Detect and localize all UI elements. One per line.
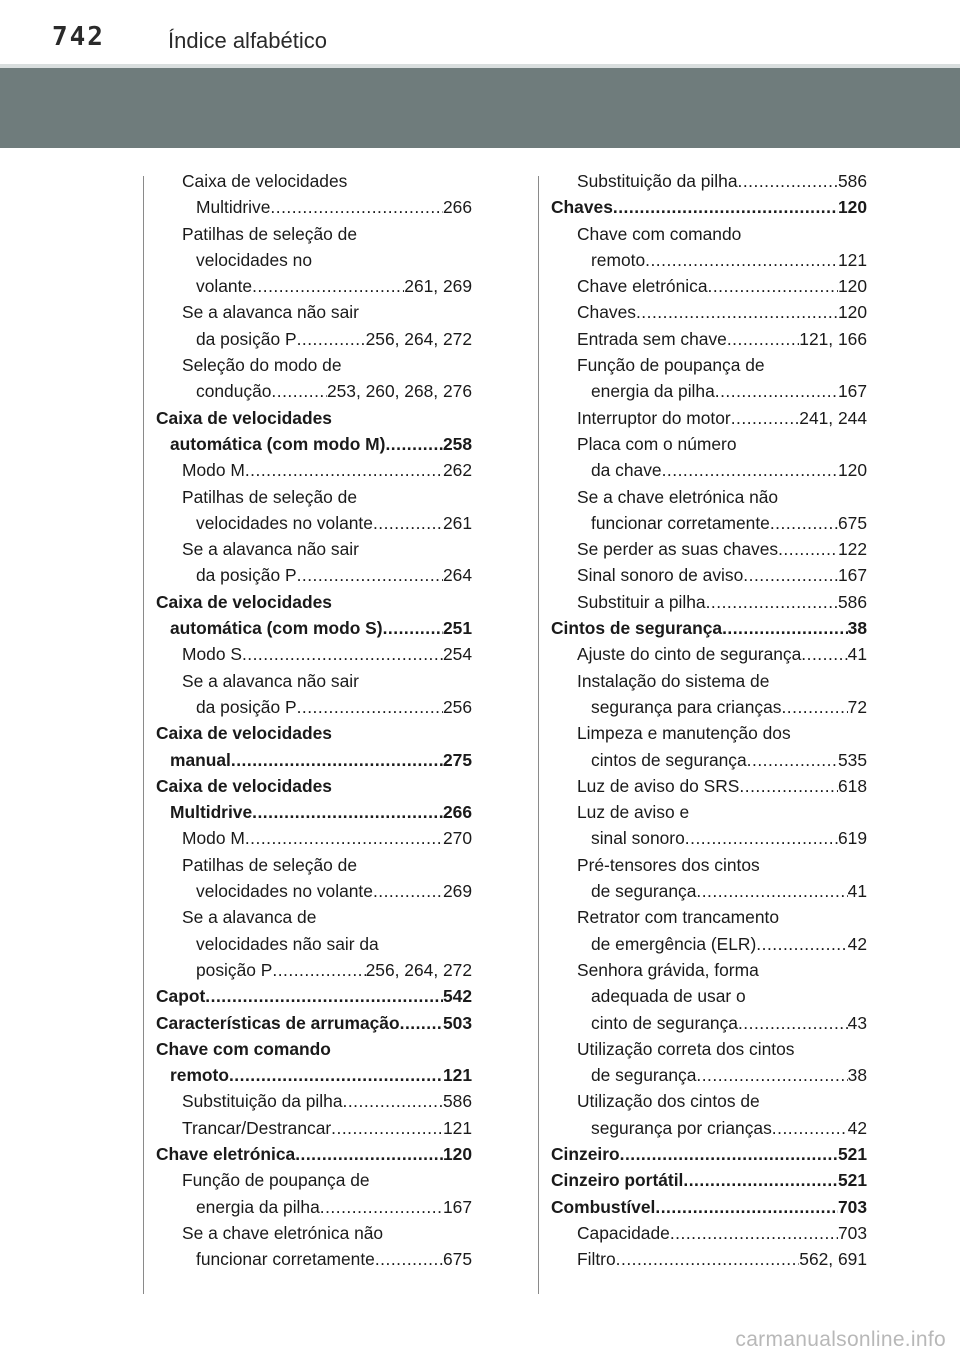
index-entry-text: posição P [196,959,273,980]
index-entry-pages: 264 [442,565,472,586]
index-entry-pages: 586 [442,1091,472,1112]
index-entry-text: segurança por crianças [591,1117,772,1138]
watermark: carmanualsonline.info [735,1328,946,1351]
index-entry-text: Patilhas de seleção de [182,223,357,244]
index-entry [551,720,867,746]
index-entry [156,1141,472,1167]
index-entry [156,326,472,352]
index-entry [551,641,867,667]
dot-leader [696,878,847,904]
index-entry-pages: 562, 691 [799,1249,867,1270]
index-entry-pages: 38 [847,618,867,639]
index-entry [551,957,867,983]
index-entry [551,405,867,431]
dot-leader [645,247,838,273]
index-entry-pages: 167 [837,565,867,586]
dot-leader [400,1010,443,1036]
index-entry-text: de emergência (ELR) [591,933,757,954]
index-entry [551,589,867,615]
index-entry-pages: 703 [837,1196,867,1217]
dot-leader [375,1246,443,1272]
index-entry-pages: 618 [837,775,867,796]
index-entry-text: Sinal sonoro de aviso [577,565,744,586]
index-entry [156,562,472,588]
index-entry [156,194,472,220]
index-entry [156,221,472,247]
index-entry-pages: 535 [837,749,867,770]
index-entry [551,1141,867,1167]
index-entry-pages: 703 [837,1222,867,1243]
index-entry-pages: 121 [442,1117,472,1138]
index-entry-text: da posição P [196,696,297,717]
index-entry [156,825,472,851]
index-entry [156,378,472,404]
index-entry [551,168,867,194]
dot-leader [270,194,443,220]
index-entry [156,299,472,325]
index-entry-pages: 41 [847,881,867,902]
index-entry-text: Caixa de velocidades [156,775,332,796]
index-entry [551,1062,867,1088]
index-entry-pages: 253, 260, 268, 276 [326,381,472,402]
dot-leader [756,931,847,957]
index-entry-pages: 42 [847,1117,867,1138]
dot-leader [715,378,838,404]
index-entry [551,799,867,825]
dot-leader [696,1062,847,1088]
index-entry-text: Se a chave eletrónica não [182,1222,384,1243]
index-entry-text: Substituir a pilha [577,591,706,612]
index-entry-pages: 262 [442,460,472,481]
index-entry-text: Se a alavanca de [182,907,317,928]
index-entry [156,641,472,667]
dot-leader [272,957,365,983]
index-entry [551,431,867,457]
dot-leader [616,1246,800,1272]
index-entry-pages: 619 [837,828,867,849]
index-entry [551,694,867,720]
index-entry [156,405,472,431]
dot-leader [738,1010,848,1036]
index-entry-pages: 241, 244 [799,407,867,428]
index-entry [551,299,867,325]
index-entry-text: Caixa de velocidades [182,171,348,191]
index-entry-text: sinal sonoro [591,828,685,849]
index-entry-text: Seleção do modo de [182,355,342,376]
index-entry-text: Senhora grávida, forma [577,959,759,980]
index-entry [551,878,867,904]
index-entry [156,799,472,825]
index-entry-text: Substituição da pilha [577,171,738,191]
index-entry-text: Interruptor do motor [577,407,731,428]
dot-leader [343,1088,443,1114]
index-entry [551,1246,867,1272]
index-entry-text: Placa com o número [577,433,737,454]
index-entry-text: Se a alavanca não sair [182,670,359,691]
column-divider-left [143,176,144,1294]
dot-leader [738,168,838,194]
index-entry-text: Chave eletrónica [577,276,708,297]
index-entry [156,510,472,536]
index-entry-text: energia da pilha [591,381,715,402]
dot-leader [373,878,443,904]
dot-leader [245,825,443,851]
dot-leader [297,326,366,352]
index-entry-pages: 42 [847,933,867,954]
index-entry-text: Se perder as suas chaves [577,539,779,560]
index-entry-text: Caixa de velocidades [156,591,332,612]
dot-leader [801,641,847,667]
index-entry-text: velocidades no volante [196,881,373,902]
dot-leader [385,431,443,457]
index-entry [551,904,867,930]
index-entry-text: de segurança [591,1065,697,1086]
index-entry-text: Função de poupança de [182,1170,370,1191]
index-entry [551,773,867,799]
index-entry-text: Caixa de velocidades [156,723,332,744]
index-entry [156,773,472,799]
index-entry-text: Substituição da pilha [182,1091,343,1112]
index-entry [551,273,867,299]
index-entry-text: Chave com comando [156,1038,331,1059]
index-entry-text: Se a chave eletrónica não [577,486,779,507]
index-entry [156,168,472,194]
index-entry-text: remoto [170,1065,229,1086]
index-entry-text: segurança para crianças [591,696,782,717]
index-entry [156,852,472,878]
index-entry-text: Função de poupança de [577,355,765,376]
index-entry-text: condução [196,381,272,402]
dot-leader [297,694,443,720]
index-entry-pages: 270 [442,828,472,849]
column-divider-right [538,176,539,1294]
dot-leader [747,747,838,773]
dot-leader [245,457,443,483]
index-entry-pages: 121 [442,1065,472,1086]
index-entry [156,931,472,957]
index-entry-text: adequada de usar o [591,986,746,1007]
index-entry-text: Combustível [551,1196,656,1217]
index-entry [156,878,472,904]
index-entry [156,615,472,641]
index-entry [156,457,472,483]
index-entry [156,484,472,510]
index-entry-pages: 167 [442,1196,472,1217]
index-entry [551,1167,867,1193]
index-entry-text: Chaves [551,197,613,218]
dot-leader [373,510,443,536]
index-entry [551,221,867,247]
dot-leader [781,694,847,720]
index-entry-text: da chave [591,460,662,481]
index-entry-pages: 167 [837,381,867,402]
index-entry [156,904,472,930]
index-entry [551,510,867,536]
index-entry-pages: 266 [442,802,472,823]
section-title: Índice alfabético [168,28,327,53]
index-entry-pages: 521 [837,1170,867,1191]
index-entry [156,1062,472,1088]
header-band [0,0,960,64]
index-entry [156,668,472,694]
index-entry-pages: 258 [442,433,472,454]
index-entry [551,1220,867,1246]
dot-leader [242,641,443,667]
index-entry-text: Se a alavanca não sair [182,539,359,560]
index-entry [156,536,472,562]
dot-leader [297,562,443,588]
index-entry-pages: 120 [837,197,867,218]
dot-leader [778,536,838,562]
index-entry [551,668,867,694]
index-entry-text: remoto [591,249,646,270]
index-entry-text: velocidades no [196,249,313,270]
index-entry [551,378,867,404]
index-entry-pages: 586 [837,171,867,191]
index-entry-pages: 261, 269 [404,276,472,297]
index-entry [551,352,867,378]
index-entry-text: Cintos de segurança [551,618,723,639]
index-entry [551,983,867,1009]
index-entry-pages: 269 [442,881,472,902]
index-entry [551,484,867,510]
index-entry [551,1036,867,1062]
index-entry-text: Filtro [577,1249,616,1270]
index-entry [551,852,867,878]
index-entry-text: energia da pilha [196,1196,320,1217]
index-entry-pages: 675 [442,1249,472,1270]
dot-leader [252,799,443,825]
index-entry-pages: 120 [837,460,867,481]
dot-leader [662,457,838,483]
index-entry [156,694,472,720]
index-entry [156,1010,472,1036]
dot-leader [620,1141,838,1167]
index-entry-pages: 542 [442,986,472,1007]
index-entry-text: Utilização dos cintos de [577,1091,760,1112]
index-entry-text: Capot [156,986,206,1007]
index-entry-pages: 256 [442,696,472,717]
index-entry-text: funcionar corretamente [591,512,770,533]
index-entry-text: Patilhas de seleção de [182,854,357,875]
index-entry-text: Limpeza e manutenção dos [577,723,791,744]
index-entry-text: funcionar corretamente [196,1249,375,1270]
header-rule [0,64,960,68]
index-entry-pages: 121, 166 [799,328,867,349]
index-entry [551,1115,867,1141]
index-entry [156,1115,472,1141]
index-entry-text: cinto de segurança [591,1012,738,1033]
index-entry-text: Multidrive [170,802,253,823]
dot-leader [685,825,838,851]
index-entry [156,1220,472,1246]
index-entry-pages: 675 [837,512,867,533]
index-entry-text: velocidades no volante [196,512,373,533]
dot-leader [320,1194,443,1220]
dot-leader [205,983,443,1009]
index-entry [551,931,867,957]
index-entry-text: Patilhas de seleção de [182,486,357,507]
index-entry-pages: 120 [837,302,867,323]
dot-leader [683,1167,838,1193]
index-entry-text: cintos de segurança [591,749,747,770]
index-entry [551,194,867,220]
index-entry [551,247,867,273]
index-entry-text: volante [196,276,253,297]
index-entry [551,326,867,352]
index-entry-text: Cinzeiro [551,1143,620,1164]
dot-leader [229,1062,443,1088]
index-entry-text: Capacidade [577,1222,670,1243]
index-entry-text: Modo S [182,644,242,665]
index-entry-text: velocidades não sair da [196,933,379,954]
index-entry-pages: 43 [847,1012,867,1033]
index-entry-text: Trancar/Destrancar [182,1117,332,1138]
index-entry [551,1010,867,1036]
index-entry-pages: 256, 264, 272 [365,328,472,349]
index-entry [551,1194,867,1220]
index-entry [156,747,472,773]
index-entry-pages: 38 [847,1065,867,1086]
index-entry-text: Chave eletrónica [156,1143,296,1164]
index-entry-text: Modo M [182,460,245,481]
index-entry-pages: 121 [837,249,867,270]
index-entry-text: Luz de aviso do SRS [577,775,740,796]
index-entry [551,747,867,773]
index-entry-text: Cinzeiro portátil [551,1170,684,1191]
index-entry [551,562,867,588]
dot-leader [295,1141,443,1167]
dot-leader [772,1115,848,1141]
index-column-left [156,168,472,1272]
index-entry-pages: 261 [442,512,472,533]
index-entry [551,825,867,851]
dot-leader [636,299,838,325]
index-entry-text: Retrator com trancamento [577,907,780,928]
dot-leader [727,326,799,352]
dot-leader [655,1194,838,1220]
index-entry-pages: 122 [837,539,867,560]
index-entry [156,720,472,746]
index-entry [156,352,472,378]
index-entry-text: manual [170,749,231,770]
dot-leader [271,378,327,404]
dot-leader [706,589,838,615]
dot-leader [739,773,838,799]
dot-leader [708,273,838,299]
index-entry [551,457,867,483]
dot-leader [613,194,838,220]
dot-leader [383,615,443,641]
index-entry-pages: 256, 264, 272 [365,959,472,980]
index-entry-text: da posição P [196,565,297,586]
index-entry [551,615,867,641]
index-entry-text: Instalação do sistema de [577,670,770,691]
dot-leader [743,562,838,588]
index-entry-text: Entrada sem chave [577,328,727,349]
dot-leader [731,405,800,431]
index-entry-pages: 503 [442,1012,472,1033]
index-entry-pages: 266 [442,197,472,218]
index-entry [156,1167,472,1193]
index-entry [156,1036,472,1062]
index-entry [156,1246,472,1272]
index-entry-pages: 120 [442,1143,472,1164]
index-entry-text: Multidrive [196,197,271,218]
index-entry [551,536,867,562]
index-entry-text: Caixa de velocidades [156,407,332,428]
dot-leader [770,510,838,536]
index-entry-text: automática (com modo S) [170,618,383,639]
index-entry-pages: 41 [847,644,867,665]
index-entry-text: Características de arrumação [156,1012,400,1033]
index-column-right [551,168,867,1272]
index-entry-text: Utilização correta dos cintos [577,1038,795,1059]
index-entry-pages: 72 [847,696,867,717]
index-entry-pages: 521 [837,1143,867,1164]
page-number: 742 [52,22,105,52]
index-entry [156,957,472,983]
index-entry [156,1194,472,1220]
index-entry-text: Modo M [182,828,245,849]
index-entry-text: de segurança [591,881,697,902]
dot-leader [722,615,848,641]
dot-leader [670,1220,838,1246]
index-entry-pages: 586 [837,591,867,612]
index-entry-pages: 251 [442,618,472,639]
index-entry-text: da posição P [196,328,297,349]
index-entry-text: Se a alavanca não sair [182,302,359,323]
dot-leader [252,273,404,299]
index-entry-text: Chave com comando [577,223,742,244]
index-entry-text: Luz de aviso e [577,802,690,823]
index-entry [156,589,472,615]
index-entry-pages: 120 [837,276,867,297]
index-entry-text: Pré-tensores dos cintos [577,854,760,875]
index-entry-pages: 254 [442,644,472,665]
index-entry-text: automática (com modo M) [170,433,386,454]
index-entry-text: Chaves [577,302,636,323]
index-entry [156,247,472,273]
index-entry [156,983,472,1009]
index-entry-pages: 275 [442,749,472,770]
index-entry [156,1088,472,1114]
dot-leader [331,1115,443,1141]
dot-leader [231,747,443,773]
index-entry [156,431,472,457]
index-entry [156,273,472,299]
index-entry [551,1088,867,1114]
index-entry-text: Ajuste do cinto de segurança [577,644,802,665]
